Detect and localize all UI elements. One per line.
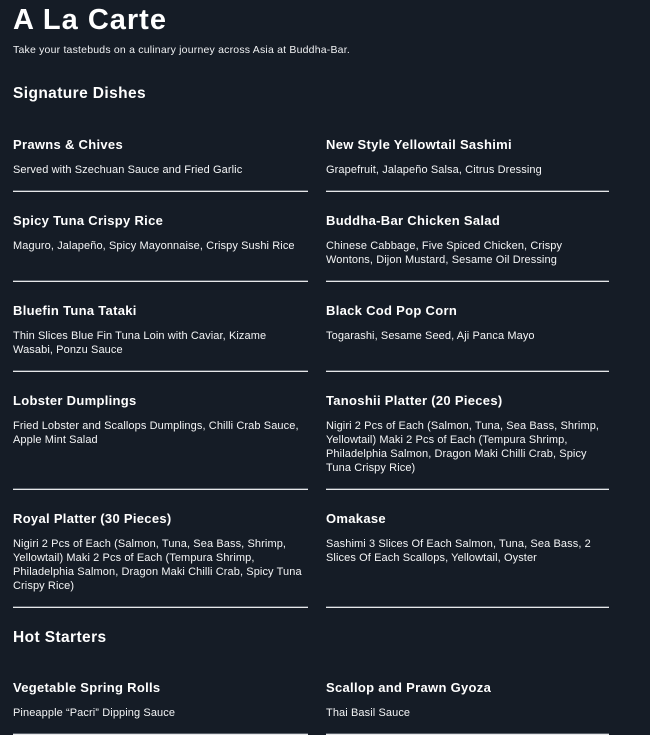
item-divider: [13, 488, 308, 490]
menu-item-name: Omakase: [326, 512, 609, 526]
item-divider: [13, 190, 308, 192]
section-heading: Hot Starters: [13, 630, 650, 646]
page-subtitle: Take your tastebuds on a culinary journey across Asia at Buddha-Bar.: [13, 44, 650, 56]
menu-item-description: Nigiri 2 Pcs of Each (Salmon, Tuna, Sea Bass, Shrimp, Yellowtail) Maki 2 Pcs of Each (Tempura Shrimp, Philadelphia Salmon, Dragon Maki Chilli Crab, Spicy Tuna Crispy Rice): [326, 419, 609, 475]
item-divider: [326, 190, 609, 192]
menu-item-name: Bluefin Tuna Tataki: [13, 304, 308, 318]
menu-item-name: Lobster Dumplings: [13, 394, 308, 408]
menu-item: [326, 681, 609, 735]
menu-item-description: Fried Lobster and Scallops Dumplings, Chilli Crab Sauce, Apple Mint Salad: [13, 419, 308, 447]
menu-item: [13, 138, 308, 192]
menu-item-description: Chinese Cabbage, Five Spiced Chicken, Crispy Wontons, Dijon Mustard, Sesame Oil Dressing: [326, 239, 609, 267]
page-header: [13, 6, 650, 64]
menu-item-name: New Style Yellowtail Sashimi: [326, 138, 609, 152]
menu-item: [13, 304, 308, 372]
menu-sections: [13, 86, 650, 735]
menu-item-description: Thin Slices Blue Fin Tuna Loin with Caviar, Kizame Wasabi, Ponzu Sauce: [13, 329, 308, 357]
menu-item: [13, 394, 308, 490]
menu-item-description: Maguro, Jalapeño, Spicy Mayonnaise, Crispy Sushi Rice: [13, 239, 308, 253]
menu-item-name: Vegetable Spring Rolls: [13, 681, 308, 695]
menu-item: [326, 394, 609, 490]
item-divider: [13, 606, 308, 608]
menu-section: [13, 630, 650, 735]
item-divider: [326, 370, 609, 372]
menu-section: [13, 86, 650, 608]
menu-item: [13, 214, 308, 282]
page-title: A La Carte: [13, 6, 650, 35]
menu-item-description: Nigiri 2 Pcs of Each (Salmon, Tuna, Sea Bass, Shrimp, Yellowtail) Maki 2 Pcs of Each (Tempura Shrimp, Philadelphia Salmon, Dragon Maki Chilli Crab, Spicy Tuna Crispy Rice): [13, 537, 308, 593]
item-divider: [326, 606, 609, 608]
menu-item-name: Buddha-Bar Chicken Salad: [326, 214, 609, 228]
menu-item-description: Sashimi 3 Slices Of Each Salmon, Tuna, Sea Bass, 2 Slices Of Each Scallops, Yellowtail, Oyster: [326, 537, 609, 565]
section-items-grid: [13, 681, 650, 735]
menu-item-description: Pineapple “Pacri” Dipping Sauce: [13, 706, 308, 720]
menu-item-name: Spicy Tuna Crispy Rice: [13, 214, 308, 228]
menu-item: [326, 138, 609, 192]
menu-item-name: Scallop and Prawn Gyoza: [326, 681, 609, 695]
menu-item: [326, 512, 609, 608]
item-divider: [13, 280, 308, 282]
item-divider: [326, 280, 609, 282]
menu-item-description: Served with Szechuan Sauce and Fried Garlic: [13, 163, 308, 177]
section-heading: Signature Dishes: [13, 86, 650, 102]
menu-item-description: Grapefruit, Jalapeño Salsa, Citrus Dressing: [326, 163, 609, 177]
menu-item: [326, 304, 609, 372]
menu-item: [326, 214, 609, 282]
menu-item-description: Togarashi, Sesame Seed, Aji Panca Mayo: [326, 329, 609, 343]
menu-item: [13, 681, 308, 735]
menu-item: [13, 512, 308, 608]
menu-item-name: Tanoshii Platter (20 Pieces): [326, 394, 609, 408]
menu-item-description: Thai Basil Sauce: [326, 706, 609, 720]
item-divider: [13, 370, 308, 372]
menu-item-name: Royal Platter (30 Pieces): [13, 512, 308, 526]
section-items-grid: [13, 138, 650, 608]
item-divider: [326, 488, 609, 490]
menu-item-name: Black Cod Pop Corn: [326, 304, 609, 318]
menu-item-name: Prawns & Chives: [13, 138, 308, 152]
